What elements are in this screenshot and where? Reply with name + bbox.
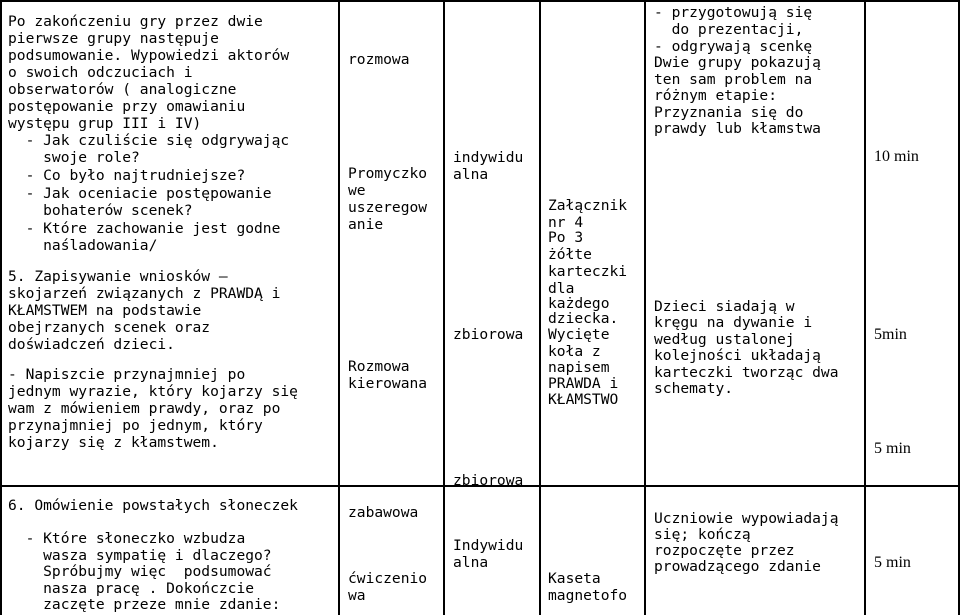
- cell-text-line: kręgu na dywanie i: [654, 314, 813, 331]
- cell-text-line: dziecka.: [548, 310, 619, 327]
- cell-text-line: uszeregow: [348, 199, 428, 216]
- cell-text-line: Wycięte: [548, 326, 610, 343]
- cell-text-line: przynajmniej po jednym, który: [8, 417, 263, 434]
- cell-text-line: - Jak oceniacie postępowanie: [8, 185, 272, 202]
- cell-text-line: prowadzącego zdanie: [654, 558, 821, 575]
- cell-text-line: magnetofo: [548, 587, 628, 604]
- cell-text-line: kolejności układają: [654, 347, 821, 364]
- time-duration: 5 min: [874, 440, 911, 457]
- cell-text-line: jednym wyrazie, który kojarzy się: [8, 383, 298, 400]
- cell-text-line: Promyczko: [348, 165, 428, 182]
- cell-text-line: każdego: [548, 295, 610, 312]
- cell-text-line: KŁAMSTWO: [548, 391, 619, 408]
- time-duration: 5 min: [874, 554, 911, 571]
- cell-text-line: - odgrywają scenkę: [654, 38, 813, 55]
- cell-text-line: nr 4: [548, 214, 584, 231]
- cell-text-line: Po 3: [548, 229, 584, 246]
- cell-text-line: obserwatorów ( analogiczne: [8, 81, 237, 98]
- cell-text-line: postępowanie przy omawianiu: [8, 98, 246, 115]
- column-divider-2: [443, 0, 445, 615]
- cell-text-line: zabawowa: [348, 504, 419, 521]
- cell-text-line: we: [348, 182, 366, 199]
- cell-text-line: schematy.: [654, 380, 734, 397]
- cell-text-line: ten sam problem na: [654, 71, 813, 88]
- cell-text-line: zaczęte przeze mnie zdanie:: [8, 596, 281, 613]
- cell-text-line: alna: [453, 166, 489, 183]
- cell-text-line: o swoich odczuciach i: [8, 64, 193, 81]
- cell-text-line: swoje role?: [8, 149, 140, 166]
- time-duration: 5min: [874, 326, 907, 343]
- cell-text-line: dla: [548, 280, 575, 297]
- cell-text-line: Uczniowie wypowiadają: [654, 510, 839, 527]
- cell-text-line: prawdy lub kłamstwa: [654, 120, 821, 137]
- cell-text-line: obejrzanych scenek oraz: [8, 319, 211, 336]
- cell-text-line: Spróbujmy więc podsumować: [8, 563, 272, 580]
- cell-text-line: pierwsze grupy następuje: [8, 30, 219, 47]
- cell-text-line: koła z: [548, 343, 601, 360]
- cell-text-line: ćwiczenio: [348, 570, 428, 587]
- cell-text-line: podsumowanie. Wypowiedzi aktorów: [8, 47, 290, 64]
- cell-text-line: rozmowa: [348, 51, 410, 68]
- cell-text-line: Dwie grupy pokazują: [654, 54, 821, 71]
- cell-text-line: Po zakończeniu gry przez dwie: [8, 13, 263, 30]
- cell-text-line: - Jak czuliście się odgrywając: [8, 132, 290, 149]
- cell-text-line: karteczki: [548, 263, 628, 280]
- cell-text-line: się; kończą: [654, 526, 751, 543]
- table-left-border: [0, 0, 2, 615]
- cell-text-line: anie: [348, 216, 384, 233]
- time-duration: 10 min: [874, 148, 919, 165]
- cell-text-line: bohaterów scenek?: [8, 202, 193, 219]
- cell-text-line: indywidu: [453, 149, 524, 166]
- cell-text-line: 5. Zapisywanie wniosków –: [8, 268, 228, 285]
- cell-text-line: kierowana: [348, 375, 428, 392]
- cell-text-line: naśladowania/: [8, 237, 158, 254]
- cell-text-line: napisem: [548, 359, 610, 376]
- cell-text-line: 6. Omówienie powstałych słoneczek: [8, 497, 298, 514]
- cell-text-line: Załącznik: [548, 197, 628, 214]
- cell-text-line: według ustalonej: [654, 331, 795, 348]
- table-top-border: [0, 0, 960, 2]
- cell-text-line: kojarzy się z kłamstwem.: [8, 434, 219, 451]
- cell-text-line: Kaseta: [548, 570, 601, 587]
- cell-text-line: zbiorowa: [453, 472, 524, 489]
- cell-text-line: różnym etapie:: [654, 87, 778, 104]
- cell-text-line: do prezentacji,: [654, 21, 804, 38]
- cell-text-line: doświadczeń dzieci.: [8, 336, 175, 353]
- cell-text-line: karteczki tworząc dwa: [654, 364, 839, 381]
- cell-text-line: Indywidu: [453, 537, 524, 554]
- cell-text-line: rozpoczęte przez: [654, 542, 795, 559]
- cell-text-line: wa: [348, 587, 366, 604]
- cell-text-line: KŁAMSTWEM na podstawie: [8, 302, 202, 319]
- cell-text-line: Rozmowa: [348, 358, 410, 375]
- cell-text-line: Przyznania się do: [654, 104, 804, 121]
- column-divider-1: [338, 0, 340, 615]
- column-divider-5: [864, 0, 866, 615]
- column-divider-4: [644, 0, 646, 615]
- cell-text-line: - Co było najtrudniejsze?: [8, 167, 246, 184]
- column-divider-3: [539, 0, 541, 615]
- cell-text-line: nasza pracę . Dokończcie: [8, 580, 255, 597]
- cell-text-line: - Napiszcie przynajmniej po: [8, 366, 246, 383]
- cell-text-line: alna: [453, 554, 489, 571]
- cell-text-line: żółte: [548, 246, 592, 263]
- cell-text-line: - Które zachowanie jest godne: [8, 220, 281, 237]
- cell-text-line: - przygotowują się: [654, 4, 813, 21]
- cell-text-line: występu grup III i IV): [8, 115, 202, 132]
- cell-text-line: Dzieci siadają w: [654, 298, 795, 315]
- cell-text-line: - Które słoneczko wzbudza: [8, 530, 246, 547]
- cell-text-line: wasza sympatię i dlaczego?: [8, 547, 272, 564]
- cell-text-line: PRAWDA i: [548, 375, 619, 392]
- cell-text-line: zbiorowa: [453, 326, 524, 343]
- cell-text-line: skojarzeń związanych z PRAWDĄ i: [8, 285, 281, 302]
- cell-text-line: wam z mówieniem prawdy, oraz po: [8, 400, 281, 417]
